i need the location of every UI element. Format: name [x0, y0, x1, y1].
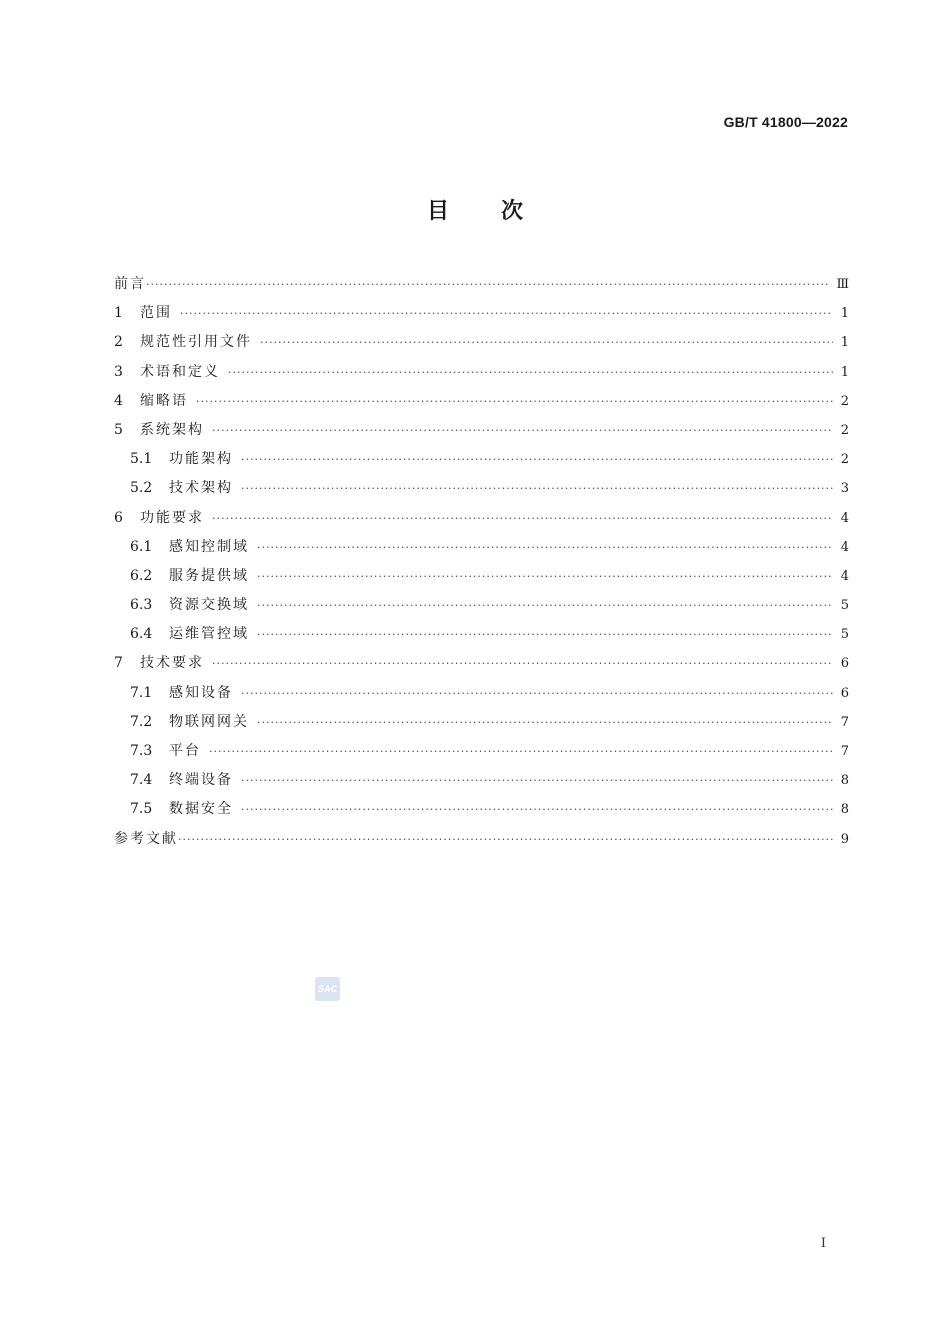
- toc-entry-label: 系统架构: [140, 421, 204, 438]
- toc-entry-label: 感知设备: [169, 684, 233, 701]
- toc-entry-label: 功能要求: [140, 509, 204, 526]
- toc-entry-page: 2: [840, 422, 849, 438]
- dot-leader: [241, 474, 833, 503]
- toc-entry-label: 运维管控域: [169, 626, 249, 643]
- toc-entry-7-2[interactable]: [114, 708, 849, 737]
- toc-entry-2[interactable]: [114, 328, 849, 357]
- dot-leader: [257, 533, 833, 562]
- toc-entry-page: 8: [840, 802, 849, 818]
- toc-entry-number: 3: [114, 363, 123, 380]
- toc-entry-5[interactable]: [114, 416, 849, 445]
- dot-leader: [241, 766, 833, 795]
- toc-entry-page: 6: [840, 656, 849, 672]
- toc-entry-page: 3: [840, 481, 849, 497]
- toc-entry-number: 7: [114, 655, 123, 672]
- dot-leader: [212, 504, 833, 533]
- dot-leader: [228, 358, 833, 387]
- toc-entry-6-2[interactable]: [114, 562, 849, 591]
- toc-entry-references[interactable]: [114, 825, 849, 854]
- toc-entry-label: 物联网网关: [169, 713, 249, 730]
- toc-entry-4[interactable]: [114, 387, 849, 416]
- toc-entry-page: Ⅲ: [836, 277, 849, 292]
- sac-watermark-logo: SAC: [315, 977, 340, 1001]
- dot-leader: [212, 416, 833, 445]
- toc-entry-7-3[interactable]: [114, 737, 849, 766]
- dot-leader: [257, 562, 833, 591]
- toc-entry-number: 6.2: [130, 567, 153, 584]
- toc-entry-page: 5: [840, 627, 849, 643]
- dot-leader: [241, 679, 833, 708]
- standard-code: GB/T 41800—2022: [723, 114, 848, 130]
- toc-list: [114, 270, 849, 854]
- toc-entry-number: 7.3: [130, 743, 153, 759]
- toc-entry-label: 范围: [140, 305, 172, 322]
- toc-entry-6-4[interactable]: [114, 620, 849, 649]
- toc-entry-page: 7: [840, 744, 849, 759]
- toc-entry-6[interactable]: [114, 504, 849, 533]
- dot-leader: [257, 591, 833, 620]
- toc-entry-label: 功能架构: [169, 451, 233, 468]
- dot-leader: [212, 649, 833, 678]
- toc-entry-label: 前言: [114, 276, 146, 292]
- toc-entry-number: 5: [114, 421, 123, 438]
- dot-leader: [146, 270, 830, 299]
- toc-entry-label: 技术架构: [169, 480, 233, 497]
- dot-leader: [180, 299, 833, 328]
- toc-entry-number: 2: [114, 334, 123, 351]
- toc-entry-7-5[interactable]: [114, 795, 849, 824]
- dot-leader: [178, 825, 833, 854]
- toc-title: 目次: [426, 199, 575, 224]
- toc-entry-6-1[interactable]: [114, 533, 849, 562]
- toc-entry-6-3[interactable]: [114, 591, 849, 620]
- dot-leader: [209, 737, 833, 766]
- toc-entry-label: 缩略语: [140, 392, 188, 409]
- toc-entry-page: 7: [840, 714, 849, 730]
- toc-entry-5-1[interactable]: [114, 445, 849, 474]
- toc-entry-1[interactable]: [114, 299, 849, 328]
- toc-entry-number: 7.5: [130, 801, 153, 818]
- toc-entry-page: 6: [840, 685, 849, 701]
- toc-entry-number: 6: [114, 509, 123, 526]
- toc-entry-number: 6.4: [130, 626, 153, 643]
- toc-entry-label: 术语和定义: [140, 363, 220, 380]
- toc-entry-page: 2: [840, 452, 849, 468]
- toc-entry-number: 7.1: [130, 684, 153, 701]
- toc-entry-label: 数据安全: [169, 801, 233, 818]
- toc-entry-number: 5.1: [130, 451, 153, 468]
- toc-entry-page: 8: [840, 773, 849, 789]
- toc-entry-page: 4: [840, 568, 849, 584]
- toc-entry-number: 7.2: [130, 713, 153, 730]
- toc-entry-label: 感知控制域: [169, 538, 249, 555]
- dot-leader: [257, 708, 833, 737]
- dot-leader: [241, 795, 833, 824]
- page-folio: Ⅰ: [820, 1236, 826, 1251]
- toc-entry-label: 资源交换域: [169, 597, 249, 614]
- toc-entry-page: 2: [840, 393, 849, 409]
- toc-entry-number: 1: [114, 305, 123, 322]
- dot-leader: [196, 387, 833, 416]
- toc-entry-page: 1: [840, 364, 849, 380]
- toc-entry-7[interactable]: [114, 649, 849, 678]
- toc-entry-label: 服务提供域: [169, 567, 249, 584]
- toc-entry-3[interactable]: [114, 358, 849, 387]
- toc-entry-number: 5.2: [130, 480, 153, 497]
- toc-entry-number: 6.1: [130, 538, 153, 555]
- toc-entry-label: 终端设备: [169, 772, 233, 789]
- toc-entry-7-1[interactable]: [114, 679, 849, 708]
- toc-entry-label: 规范性引用文件: [140, 334, 252, 351]
- toc-entry-7-4[interactable]: [114, 766, 849, 795]
- toc-entry-label: 技术要求: [140, 655, 204, 672]
- toc-entry-page: 9: [840, 831, 849, 847]
- dot-leader: [260, 328, 833, 357]
- toc-entry-page: 5: [840, 598, 849, 614]
- toc-entry-page: 4: [840, 510, 849, 526]
- toc-entry-page: 1: [840, 306, 849, 322]
- toc-entry-number: 6.3: [130, 597, 153, 614]
- toc-entry-number: 4: [114, 392, 123, 409]
- toc-entry-5-2[interactable]: [114, 474, 849, 503]
- toc-entry-page: 4: [840, 539, 849, 555]
- toc-entry-page: 1: [840, 335, 849, 351]
- toc-entry-label: 参考文献: [114, 830, 178, 847]
- toc-entry-foreword[interactable]: [114, 270, 849, 299]
- dot-leader: [257, 620, 833, 649]
- toc-entry-number: 7.4: [130, 772, 153, 789]
- toc-entry-label: 平台: [169, 743, 201, 759]
- dot-leader: [241, 445, 833, 474]
